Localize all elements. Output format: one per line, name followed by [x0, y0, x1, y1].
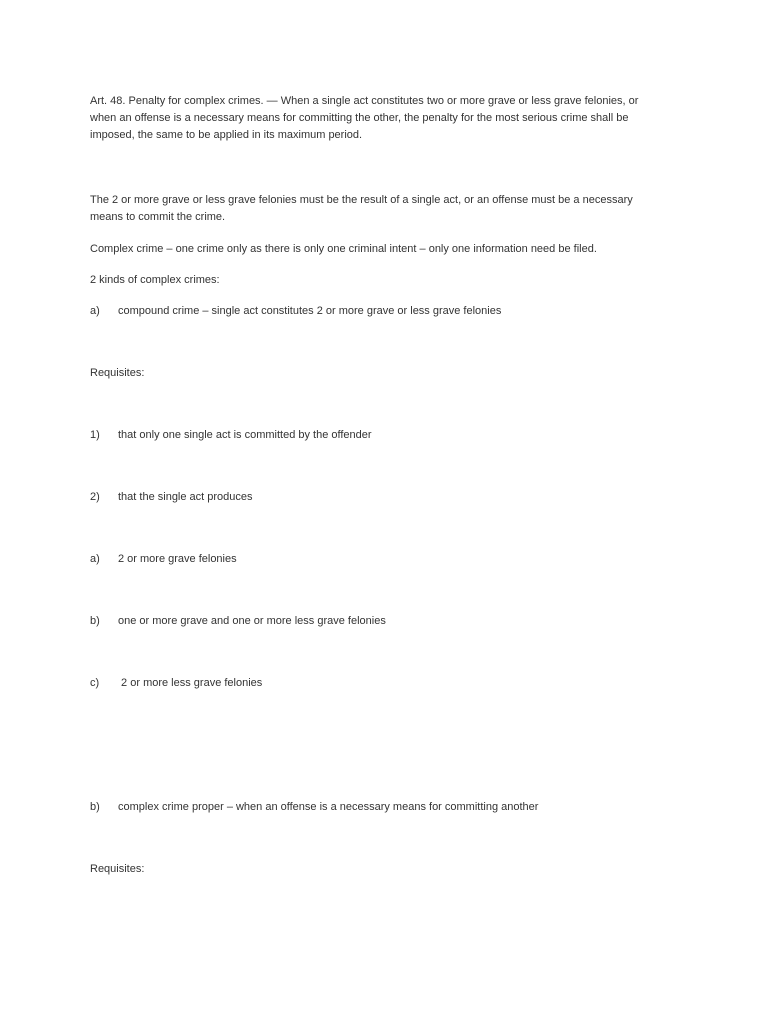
list-marker: c)	[90, 677, 100, 689]
list-marker: 1)	[90, 429, 100, 441]
list-text: one or more grave and one or more less grave felonies	[118, 615, 386, 627]
list-item	[90, 799, 538, 816]
list-item	[90, 303, 501, 320]
list-text: Requisites:	[90, 367, 145, 379]
list-text: 2 or more less grave felonies	[118, 677, 263, 689]
article-line: when an offense is a necessary means for committing the other, the penalty for the most serious crime shall be	[90, 112, 629, 124]
paragraph-line: means to commit the crime.	[90, 211, 226, 223]
single-act-paragraph	[90, 192, 677, 226]
list-marker: a)	[90, 305, 100, 317]
list-item	[90, 489, 253, 506]
list-text: complex crime proper – when an offense is a necessary means for committing another	[118, 801, 539, 813]
list-text: Requisites:	[90, 863, 145, 875]
complex-crime-definition: Complex crime – one crime only as there is only one criminal intent – only one information need be filed.	[90, 243, 597, 255]
requisites-heading	[90, 365, 144, 382]
paragraph-line: The 2 or more grave or less grave felonies must be the result of a single act, or an offense must be a necessary	[90, 194, 633, 206]
list-marker: 2)	[90, 491, 100, 503]
article-line: Art. 48. Penalty for complex crimes. — When a single act constitutes two or more grave or less grave felonies, or	[90, 95, 639, 107]
list-text: 2 or more grave felonies	[118, 553, 237, 565]
requisites-heading	[90, 861, 144, 878]
list-text: that the single act produces	[118, 491, 253, 503]
article-48-paragraph	[90, 93, 677, 144]
kinds-heading: 2 kinds of complex crimes:	[90, 274, 220, 286]
list-item	[90, 427, 372, 444]
article-line: imposed, the same to be applied in its maximum period.	[90, 129, 363, 141]
list-text: compound crime – single act constitutes 2 or more grave or less grave felonies	[118, 305, 502, 317]
list-marker: b)	[90, 801, 100, 813]
list-marker: a)	[90, 553, 100, 565]
list-item	[90, 613, 386, 630]
list-text: that only one single act is committed by the offender	[118, 429, 372, 441]
list-item	[90, 675, 262, 692]
list-marker: b)	[90, 615, 100, 627]
list-item	[90, 551, 237, 568]
